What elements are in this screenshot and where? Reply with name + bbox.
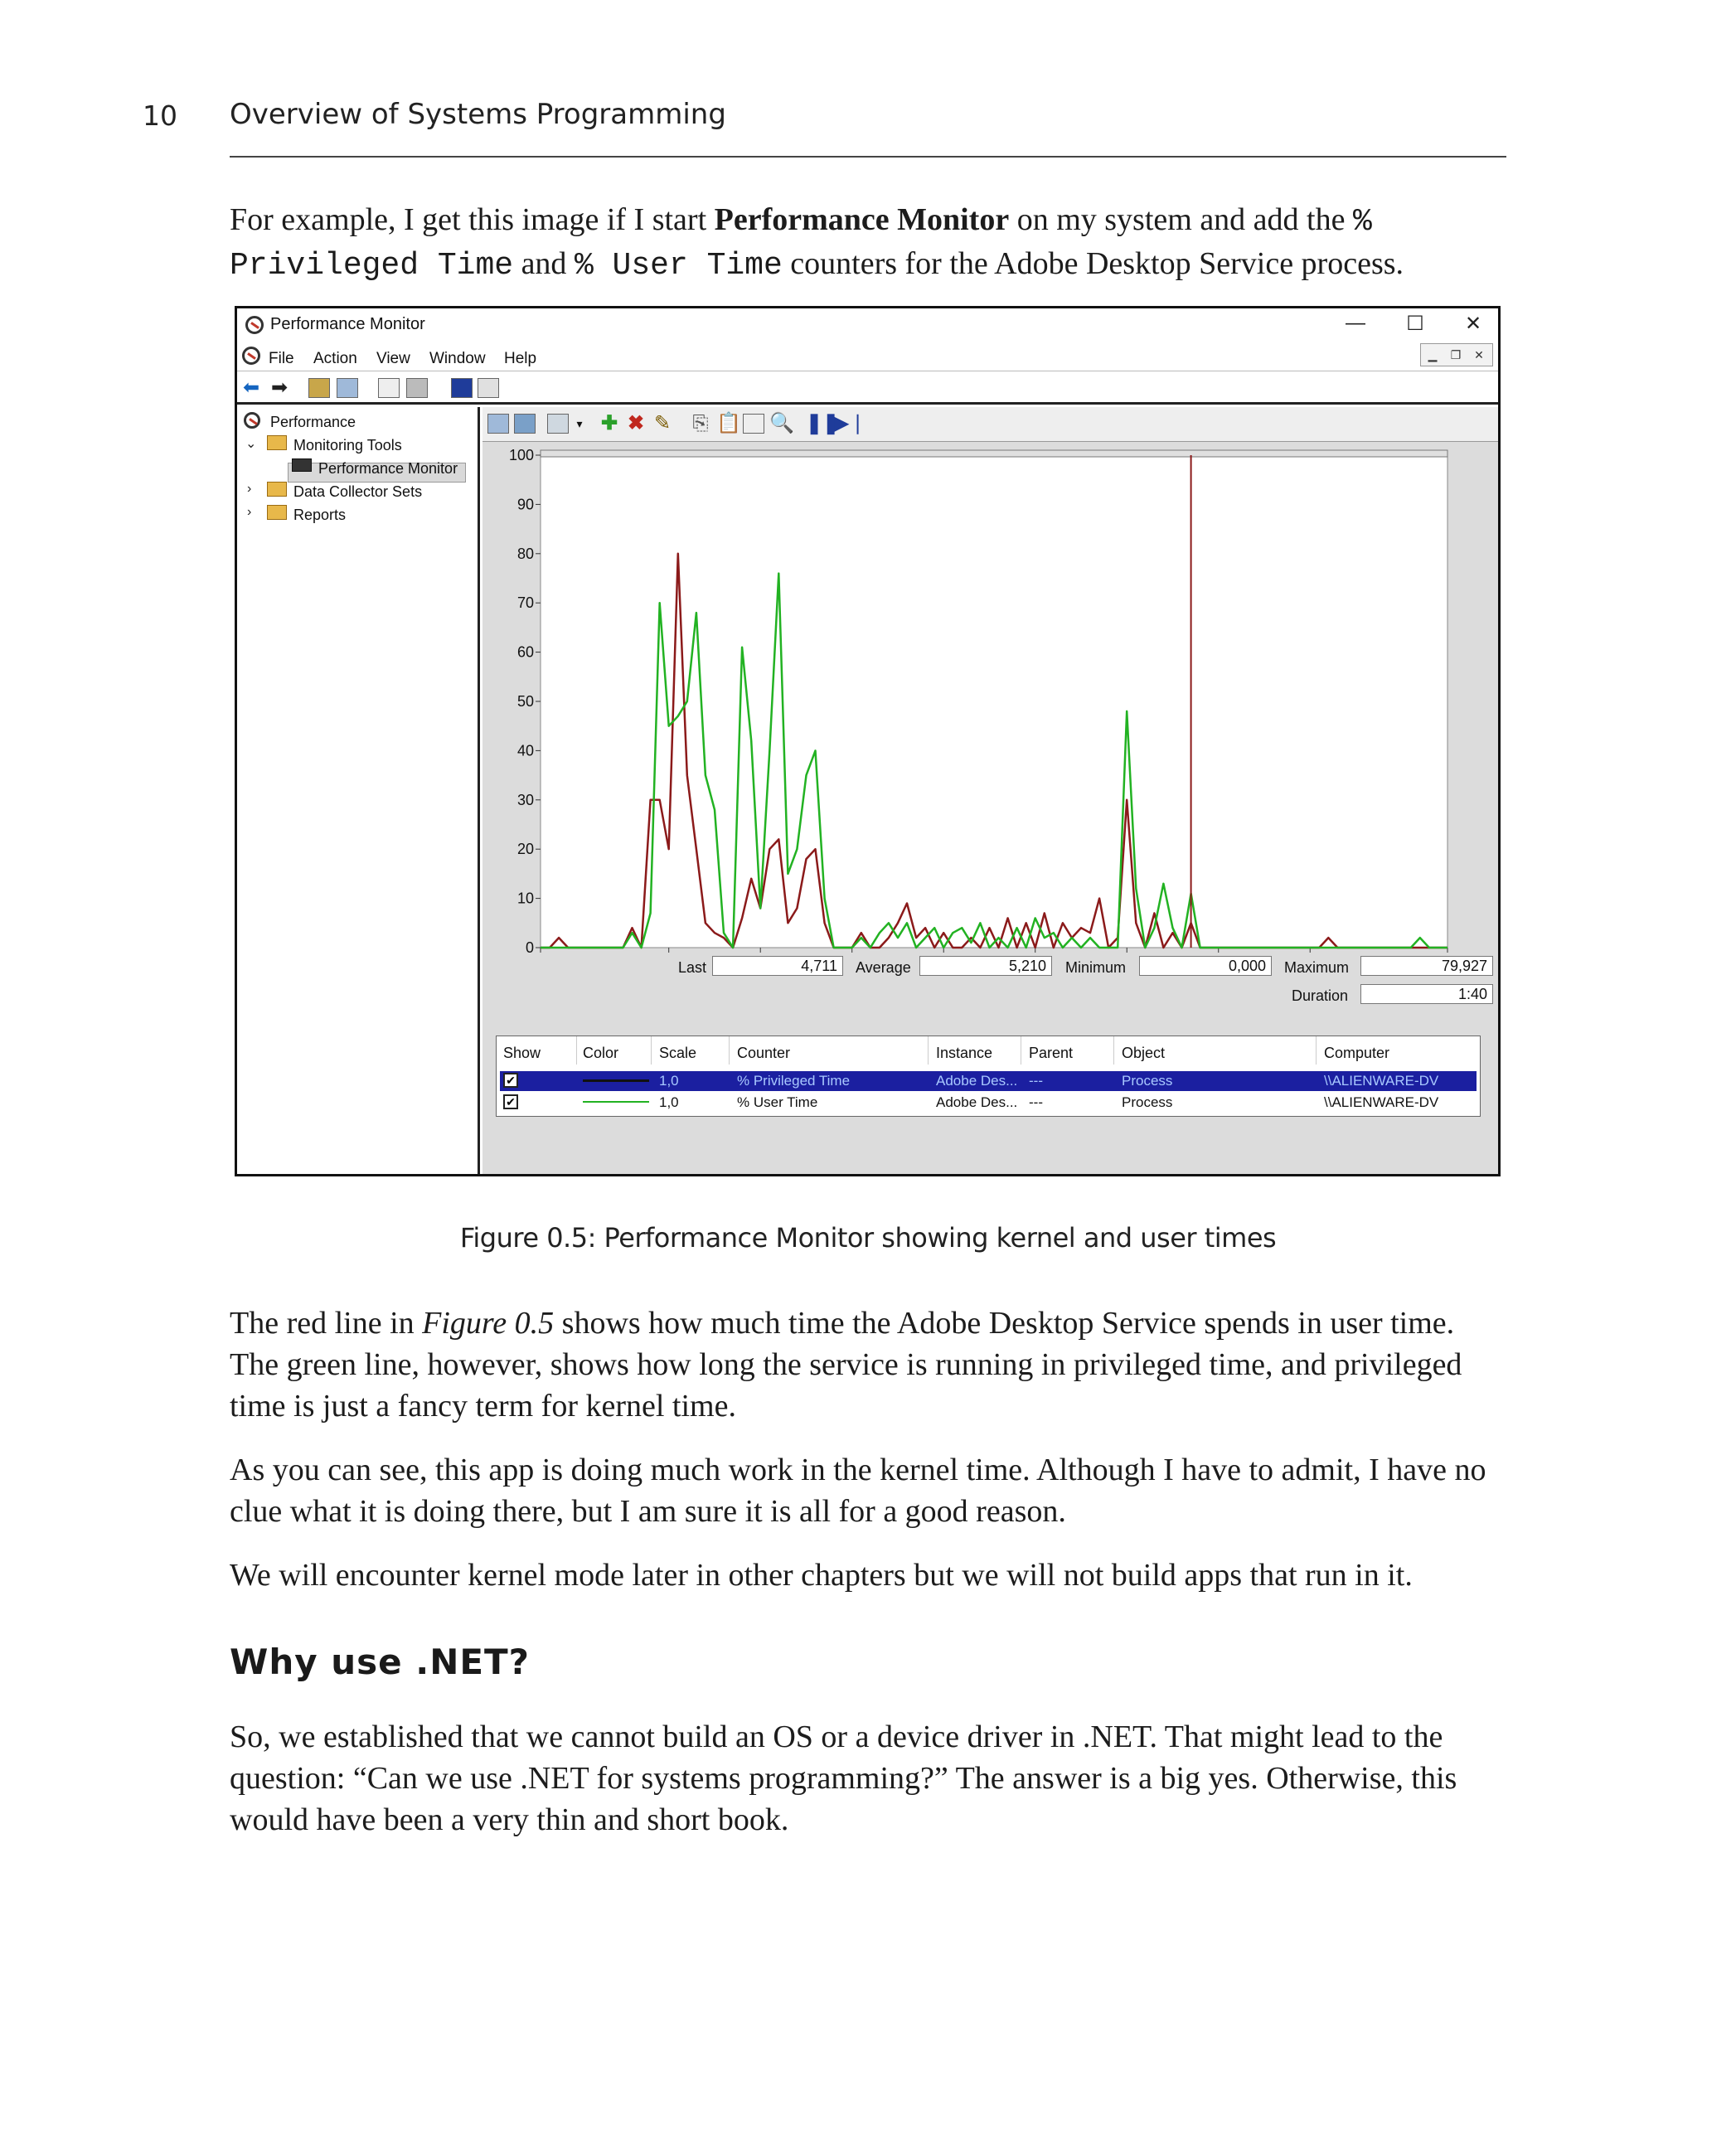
tree-item-monitoring-tools[interactable]: Monitoring Tools	[293, 437, 402, 454]
performance-node-icon	[244, 412, 260, 429]
stat-average-value: 5,210	[919, 956, 1052, 976]
zoom-icon[interactable]: 🔍	[769, 412, 794, 434]
window-title: Performance Monitor	[270, 315, 425, 333]
monitor-chart-icon	[292, 458, 312, 472]
stat-maximum-value: 79,927	[1360, 956, 1493, 976]
folder-data-collector-icon	[267, 482, 287, 497]
counter-table	[496, 1036, 1481, 1117]
intro-text-2: on my system and add the	[1009, 202, 1353, 237]
freeze-display-icon[interactable]: ❚❚	[806, 412, 840, 434]
update-data-icon[interactable]: ▶❘	[834, 412, 866, 434]
intro-paragraph	[230, 199, 1506, 287]
view-current-activity-icon[interactable]	[487, 414, 509, 434]
cell-parent: ---	[1029, 1073, 1043, 1089]
cell-computer: \\ALIENWARE-DV	[1324, 1073, 1439, 1089]
menu-help[interactable]: Help	[504, 350, 537, 367]
col-parent[interactable]: Parent	[1029, 1045, 1074, 1061]
tree-item-reports[interactable]: Reports	[293, 507, 347, 523]
intro-text-1: For example, I get this image if I start	[230, 202, 715, 237]
section-heading: Why use .NET?	[230, 1642, 531, 1682]
forward-arrow-icon[interactable]: ➡	[270, 376, 289, 399]
main-toolbar	[237, 371, 1498, 405]
cell-object: Process	[1122, 1073, 1173, 1089]
stat-minimum-value: 0,000	[1139, 956, 1272, 976]
y-tick-label: 60	[516, 643, 534, 661]
series-color-swatch	[583, 1101, 649, 1103]
col-divider	[651, 1036, 652, 1065]
folder-monitoring-tools-icon	[267, 435, 287, 450]
cell-parent: ---	[1029, 1094, 1043, 1110]
chevron-right-icon[interactable]: ›	[247, 505, 252, 519]
highlight-pencil-icon[interactable]: ✎	[653, 412, 672, 434]
y-tick-label: 10	[516, 890, 534, 907]
intro-text-3: and	[513, 246, 575, 281]
counter-row[interactable]	[500, 1071, 1477, 1091]
back-arrow-icon[interactable]: ⬅	[242, 376, 260, 399]
cell-instance: Adobe Des...	[936, 1094, 1018, 1110]
properties-dialog-icon[interactable]	[743, 414, 764, 434]
mdi-close-icon[interactable]: ✕	[1474, 348, 1484, 361]
intro-bold-performance-monitor: Performance Monitor	[714, 202, 1010, 237]
col-divider	[928, 1036, 929, 1065]
para1-text-2: shows how much time the Adobe Desktop Service spends in user time. The green line, however, shows how long the service is running in privileged time, and privileged time is just a fancy term for kernel time.	[230, 1306, 1462, 1424]
series-color-swatch	[583, 1079, 649, 1082]
show-checkbox[interactable]: ✔	[503, 1073, 518, 1088]
monitor-pane	[482, 407, 1498, 1174]
y-tick-label: 50	[516, 693, 534, 710]
y-tick-label: 40	[516, 742, 534, 759]
para1-figure-reference: Figure 0.5	[422, 1306, 555, 1341]
col-object[interactable]: Object	[1122, 1045, 1166, 1061]
stat-minimum-label: Minimum	[1065, 959, 1127, 976]
stat-last-value: 4,711	[712, 956, 843, 976]
graph-type-dropdown-icon[interactable]: ▾	[576, 417, 583, 430]
view-log-data-icon[interactable]	[514, 414, 536, 434]
plot-area	[541, 455, 1447, 948]
chevron-right-icon[interactable]: ›	[247, 482, 252, 496]
menu-window[interactable]: Window	[429, 350, 486, 367]
cell-scale: 1,0	[659, 1094, 679, 1110]
intro-code-privileged-time: % Privileged Time	[230, 204, 1372, 284]
print-icon[interactable]	[406, 378, 428, 398]
performance-graph	[482, 442, 1496, 956]
navigation-tree	[237, 407, 480, 1174]
col-computer[interactable]: Computer	[1324, 1045, 1390, 1061]
action-pane-icon[interactable]	[478, 378, 499, 398]
cell-object: Process	[1122, 1094, 1173, 1110]
folder-reports-icon	[267, 505, 287, 520]
menu-bar	[237, 342, 1498, 371]
counter-row[interactable]	[500, 1093, 1477, 1113]
intro-code-user-time: % User Time	[574, 248, 783, 284]
minimize-button[interactable]: —	[1346, 312, 1365, 334]
menu-view[interactable]: View	[376, 350, 410, 367]
copy-properties-icon[interactable]: ⎘	[692, 412, 709, 434]
stat-last-label: Last	[678, 959, 707, 976]
mdi-restore-icon[interactable]: ❐	[1450, 348, 1462, 361]
col-divider	[1113, 1036, 1114, 1065]
performance-monitor-window	[235, 306, 1501, 1176]
show-checkbox[interactable]: ✔	[503, 1094, 518, 1109]
y-tick-label: 0	[525, 939, 534, 956]
cell-scale: 1,0	[659, 1073, 679, 1089]
intro-text-4: counters for the Adobe Desktop Service process.	[782, 246, 1404, 281]
change-graph-type-icon[interactable]	[547, 414, 569, 434]
col-show[interactable]: Show	[503, 1045, 541, 1061]
running-head: Overview of Systems Programming	[230, 98, 726, 131]
header-rule	[230, 156, 1506, 158]
y-tick-label: 70	[516, 594, 534, 612]
paragraph-kernel-mode: We will encounter kernel mode later in other chapters but we will not build apps that run in it.	[230, 1558, 1413, 1593]
y-tick-label: 90	[516, 496, 534, 513]
tree-item-performance[interactable]: Performance	[270, 414, 356, 430]
col-scale[interactable]: Scale	[659, 1045, 697, 1061]
stat-duration-value: 1:40	[1360, 984, 1493, 1004]
cell-instance: Adobe Des...	[936, 1073, 1018, 1089]
y-tick-label: 100	[508, 447, 534, 463]
y-tick-label: 30	[516, 791, 534, 808]
help-icon[interactable]	[451, 378, 473, 398]
y-tick-label: 80	[516, 545, 534, 562]
mdi-controls	[1420, 343, 1493, 366]
paste-counter-list-icon[interactable]: 📋	[716, 412, 741, 434]
paragraph-why-dotnet: So, we established that we cannot build an OS or a device driver in .NET. That might lead to the question: “Can we use .NET for systems programming?” The answer is a big yes. Otherwise, this would have been a very thin and short book.	[230, 1719, 1457, 1837]
perfmon-menu-icon	[242, 347, 260, 365]
up-folder-icon[interactable]	[308, 378, 330, 398]
col-divider	[1316, 1036, 1317, 1065]
figure-caption: Figure 0.5: Performance Monitor showing kernel and user times	[459, 1222, 1277, 1254]
close-button[interactable]: ✕	[1464, 313, 1482, 335]
delete-counter-icon[interactable]: ✖	[627, 412, 645, 434]
show-hide-tree-icon[interactable]	[337, 378, 358, 398]
y-tick-label: 20	[516, 841, 534, 858]
col-instance[interactable]: Instance	[936, 1045, 993, 1061]
title-bar	[237, 308, 1498, 342]
col-counter[interactable]: Counter	[737, 1045, 791, 1061]
chevron-down-icon[interactable]: ⌄	[245, 437, 257, 451]
tree-item-performance-monitor[interactable]: Performance Monitor	[318, 460, 458, 477]
mdi-minimize-icon[interactable]: ▁	[1428, 348, 1438, 361]
stat-duration-label: Duration	[1292, 987, 1349, 1004]
stat-maximum-label: Maximum	[1284, 959, 1350, 976]
perfmon-app-icon	[245, 316, 264, 334]
maximize-button[interactable]: ☐	[1406, 313, 1424, 335]
add-counter-icon[interactable]: ✚	[600, 412, 618, 434]
paragraph-red-line	[230, 1302, 1506, 1427]
stat-average-label: Average	[856, 959, 911, 976]
menu-file[interactable]: File	[269, 350, 294, 367]
page-number: 10	[143, 99, 177, 132]
tree-item-data-collector-sets[interactable]: Data Collector Sets	[293, 483, 423, 500]
plot-top-hatch	[541, 450, 1447, 457]
menu-action[interactable]: Action	[313, 350, 357, 367]
col-divider	[729, 1036, 730, 1065]
cell-counter: % Privileged Time	[737, 1073, 851, 1089]
cell-counter: % User Time	[737, 1094, 818, 1110]
para1-text-1: The red line in	[230, 1306, 423, 1341]
paragraph-kernel-work: As you can see, this app is doing much work in the kernel time. Although I have to admit, I have no clue what it is doing there, but I am sure it is all for a good reason.	[230, 1453, 1486, 1529]
graph-toolbar	[482, 407, 1498, 442]
cell-computer: \\ALIENWARE-DV	[1324, 1094, 1439, 1110]
col-divider	[576, 1036, 577, 1065]
properties-icon[interactable]	[378, 378, 400, 398]
col-color[interactable]: Color	[583, 1045, 619, 1061]
